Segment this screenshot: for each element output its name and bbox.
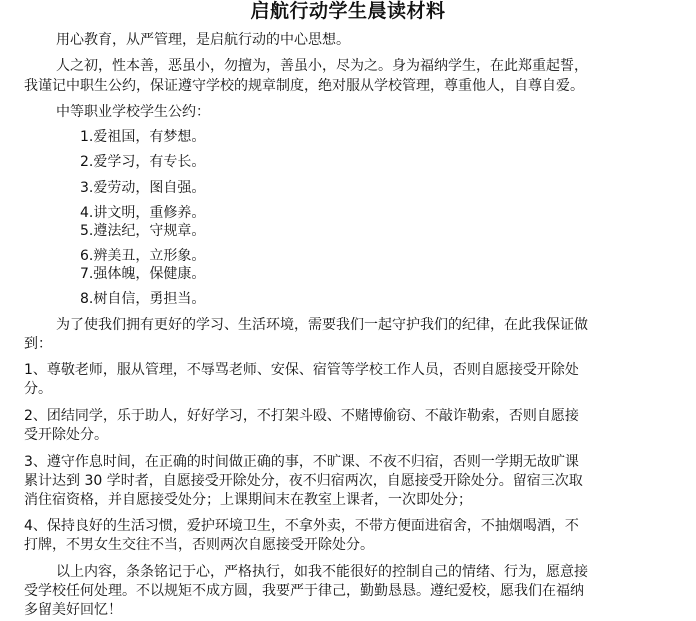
- rule-3-line-3: 消住宿资格，并自愿接受处分；上课期间末在教室上课者，一次即处分；: [24, 492, 472, 508]
- closing-line-1: 以上内容，条条铭记于心，严格执行，如我不能很好的控制自己的情绪、行为，愿意接: [56, 564, 588, 580]
- rule-2-line-2: 受开除处分。: [24, 427, 108, 443]
- convention-item: 3.爱劳动，图自强。: [80, 180, 206, 196]
- document-title: 启航行动学生晨读材料: [250, 0, 446, 22]
- rule-1-line-2: 分。: [24, 381, 52, 397]
- rule-4-line-1: 4、保持良好的生活习惯，爱护环境卫生，不拿外卖，不带方便面进宿舍，不抽烟喝酒，不: [24, 518, 579, 534]
- convention-item: 1.爱祖国，有梦想。: [80, 129, 206, 145]
- intro-paragraph: 用心教育，从严管理，是启航行动的中心思想。: [56, 32, 350, 48]
- pledge-line-1: 人之初，性本善，恶虽小，勿擅为，善虽小，尽为之。身为福纳学生，在此郑重起誓，: [56, 58, 588, 74]
- convention-item: 2.爱学习，有专长。: [80, 154, 206, 170]
- rule-3-line-2: 累计达到 30 学时者，自愿接受开除处分，夜不归宿两次，自愿接受开除处分。留宿三次取: [24, 473, 583, 489]
- closing-line-3: 多留美好回忆！: [24, 602, 122, 618]
- guarantee-intro-line-1: 为了使我们拥有更好的学习、生活环境，需要我们一起守护我们的纪律，在此我保证做: [56, 317, 588, 333]
- rule-4-line-2: 打牌，不男女生交往不当，否则两次自愿接受开除处分。: [24, 537, 374, 553]
- convention-item: 6.辨美丑，立形象。: [80, 248, 206, 264]
- pledge-line-2: 我谨记中职生公约，保证遵守学校的规章制度，绝对服从学校管理，尊重他人，自尊自爱。: [24, 78, 584, 94]
- convention-item: 5.遵法纪，守规章。: [80, 223, 206, 239]
- closing-line-2: 受学校任何处理。不以规矩不成方圆，我要严于律己，勤勤恳恳。遵纪爱校，愿我们在福纳: [24, 583, 584, 599]
- rule-3-line-1: 3、遵守作息时间，在正确的时间做正确的事，不旷课、不夜不归宿，否则一学期无故旷课: [24, 454, 579, 470]
- convention-item: 7.强体魄，保健康。: [80, 266, 206, 282]
- convention-heading: 中等职业学校学生公约：: [56, 104, 210, 120]
- rule-2-line-1: 2、团结同学，乐于助人，好好学习，不打架斗殴、不赌博偷窃、不敲诈勒索，否则自愿接: [24, 408, 579, 424]
- guarantee-intro-line-2: 到：: [24, 336, 52, 352]
- convention-item: 4.讲文明，重修养。: [80, 205, 206, 221]
- convention-item: 8.树自信，勇担当。: [80, 291, 206, 307]
- rule-1-line-1: 1、尊敬老师，服从管理，不辱骂老师、安保、宿管等学校工作人员，否则自愿接受开除处: [24, 362, 579, 378]
